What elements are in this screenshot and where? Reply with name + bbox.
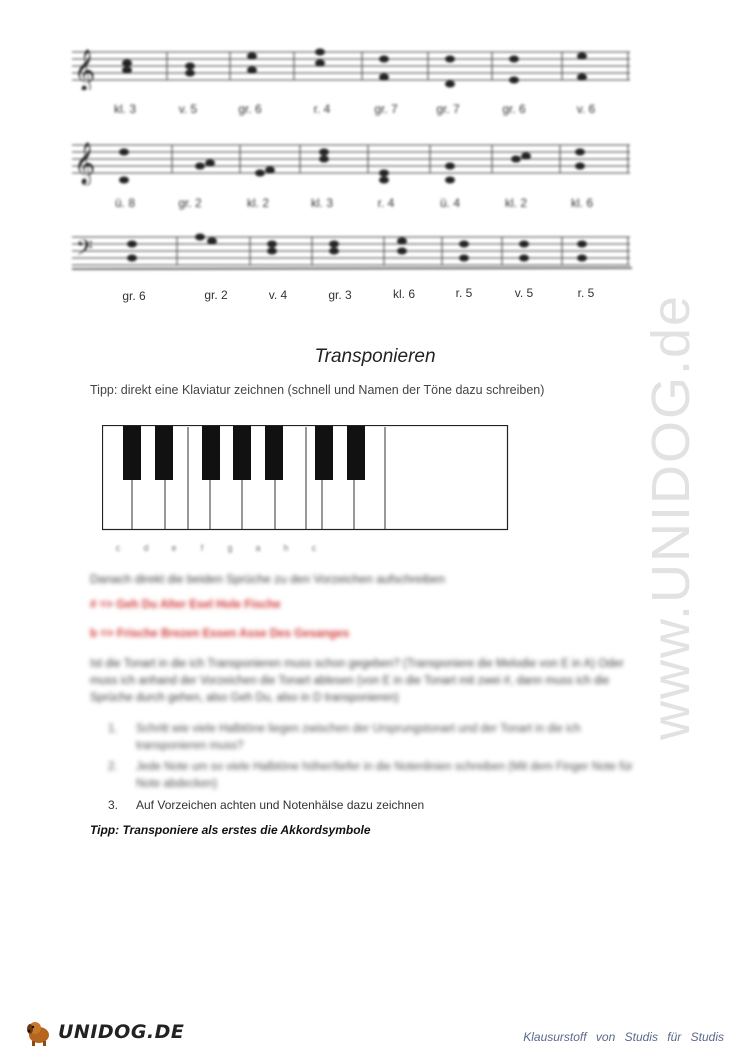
list-item [108,759,648,793]
tip-chords: Tipp: Transponiere als erstes die Akkordsymbole [90,823,371,837]
list-item [108,721,648,755]
interval-label: gr. 2 [178,196,202,210]
bass-interval-label: v. 4 [268,288,288,302]
svg-text:𝄞: 𝄞 [74,143,96,184]
key-names-row [112,543,332,557]
interval-label: gr. 7 [436,102,460,116]
section-title: Transponieren [314,346,436,367]
bass-interval-label: gr. 2 [204,288,228,302]
after-text: Danach direkt die beiden Sprüche zu den Vorzeichen aufschreiben [90,572,445,586]
logo [24,1012,184,1052]
svg-text:𝄢: 𝄢 [76,236,93,266]
key-name: c [115,543,121,553]
interval-label: v. 5 [178,102,198,116]
interval-label: kl. 3 [310,196,333,210]
interval-label: ü. 4 [439,196,460,210]
step-number: 2. [108,761,118,773]
bass-interval-label: gr. 3 [328,288,352,302]
interval-label: r. 4 [377,196,395,210]
sharp-mnemonic: # => Geh Du Alter Esel Hole Fische [90,599,281,611]
step-text: Schritt wie viele Halbtöne liegen zwischen der Ursprungstonart und der Tonart in die ich transponieren muss? [136,723,581,752]
step-text: Auf Vorzeichen achten und Notenhälse dazu zeichnen [136,798,425,812]
keyboard-drawing [102,425,510,531]
treble-staff-1 [72,40,632,90]
logo-text: UNIDOG.DE [58,1021,185,1043]
bass-interval-label: v. 5 [514,286,534,300]
key-name: e [171,543,177,553]
staff-2-lines [72,135,632,190]
treble-staff-2 [72,135,632,190]
bass-staff-lines [72,225,632,273]
key-name: d [143,543,149,553]
tip-keyboard: Tipp: direkt eine Klaviatur zeichnen (schnell und Namen der Töne dazu schreiben) [90,383,545,397]
interval-label: v. 6 [576,102,596,116]
flat-mnemonic: b => Frische Brezen Essen Asse Des Gesanges [90,628,350,640]
interval-label: kl. 6 [570,196,593,210]
question-text: Ist die Tonart in die ich Transponieren muss schon gegeben? (Transponiere die Melodie von E in A) Oder muss ich anhand der Vorzeichen die Tonart ablesen (von E in die Tonart mit zwei #, dann muss ich die Sprüche durch gehen, also Geh Du, also in D transponieren) [90,658,624,704]
steps-list [108,721,648,818]
interval-label: r. 4 [313,102,331,116]
bass-interval-label: r. 5 [577,286,595,300]
bass-interval-label: gr. 6 [122,289,146,303]
interval-label: kl. 2 [246,196,269,210]
footer-slogan: Klausurstoff von Studis für Studis [523,1030,724,1044]
dog-icon [24,1017,54,1047]
bass-interval-label: r. 5 [455,286,473,300]
interval-label: kl. 3 [113,102,136,116]
key-name: h [283,543,289,553]
interval-label: ü. 8 [114,196,135,210]
step-number: 3. [108,798,119,812]
svg-text:𝄞: 𝄞 [74,50,96,90]
bass-interval-label: kl. 6 [392,287,415,301]
step-text: Jede Note um so viele Halbtöne höher/tiefer in die Notenlinien schreiben (Mit dem Finger Note für Note abdecken) [136,761,633,790]
key-name: g [227,543,233,553]
staff-1-lines [72,40,632,90]
key-name: a [255,543,261,553]
bass-staff [72,225,632,273]
interval-label: gr. 7 [374,102,398,116]
interval-label: kl. 2 [504,196,527,210]
list-item [108,797,648,814]
watermark: www.UNIDOG.de [641,293,701,740]
key-name: c [311,543,317,553]
interval-label: gr. 6 [502,102,526,116]
step-number: 1. [108,723,118,735]
interval-label: gr. 6 [238,102,262,116]
piano-keyboard [102,425,510,531]
key-name: f [200,543,204,553]
